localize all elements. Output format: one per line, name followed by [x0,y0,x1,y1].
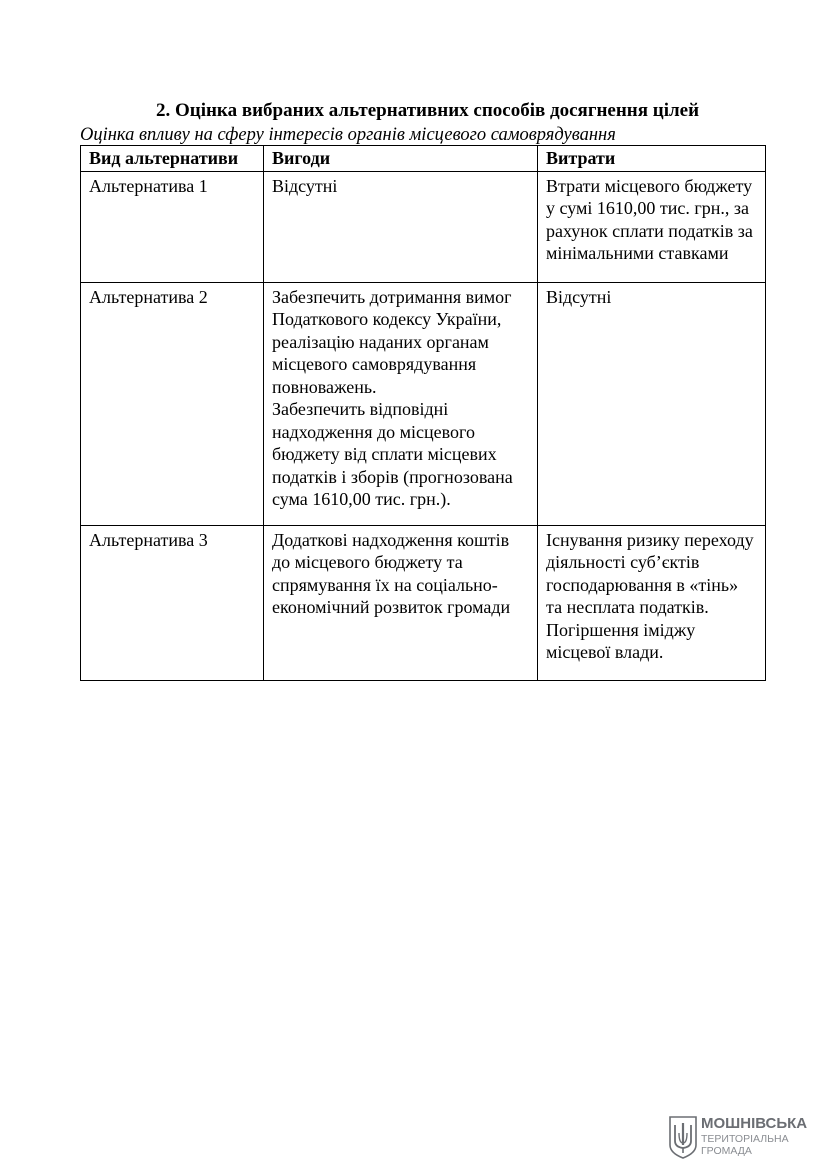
cell-alternative: Альтернатива 1 [81,171,264,282]
costs-text: Відсутні [546,286,612,307]
alternatives-table [80,145,766,681]
logo-subtitle-1: ТЕРИТОРІАЛЬНА [701,1133,789,1145]
cell-alternative: Альтернатива 2 [81,282,264,525]
table-row [81,282,766,525]
trident-icon [668,1115,698,1159]
logo-title: МОШНІВСЬКА [701,1115,808,1132]
cell-costs [538,525,766,680]
cell-benefits [264,282,538,525]
benefits-text: Забезпечить відповідні надходження до місцевого бюджету від сплати місцевих податків і зборів (прогнозована сума 1610,00 тис. грн.). [272,399,513,509]
header-costs: Витрати [538,146,766,172]
benefits-text: Відсутні [272,175,338,196]
costs-text: Втрати місцевого бюджету у сумі 1610,00 тис. грн., за рахунок сплати податків за мінімальними ставками [546,175,753,263]
cell-benefits [264,525,538,680]
table-caption: Оцінка впливу на сферу інтересів органів місцевого самоврядування [80,125,616,145]
section-heading: 2. Оцінка вибраних альтернативних способів досягнення цілей [155,100,700,121]
cell-costs [538,282,766,525]
table-header-row [81,146,766,172]
costs-text: Існування ризику переходу діяльності суб’єктів господарювання в «тінь» та несплата податків. Погіршення іміджу місцевої влади. [546,529,754,662]
logo-subtitle-2: ГРОМАДА [701,1145,752,1157]
cell-benefits [264,171,538,282]
cell-alternative: Альтернатива 3 [81,525,264,680]
community-logo [668,1113,818,1161]
header-alternative: Вид альтернативи [81,146,264,172]
table-row [81,171,766,282]
benefits-text: Додаткові надходження коштів до місцевого бюджету та спрямування їх на соціально-економічний розвиток громади [272,529,511,617]
benefits-text: Забезпечить дотримання вимог Податкового кодексу України, реалізацію наданих органам місцевого самоврядування повноважень. [272,286,512,397]
table-row [81,525,766,680]
cell-costs [538,171,766,282]
header-benefits: Вигоди [264,146,538,172]
